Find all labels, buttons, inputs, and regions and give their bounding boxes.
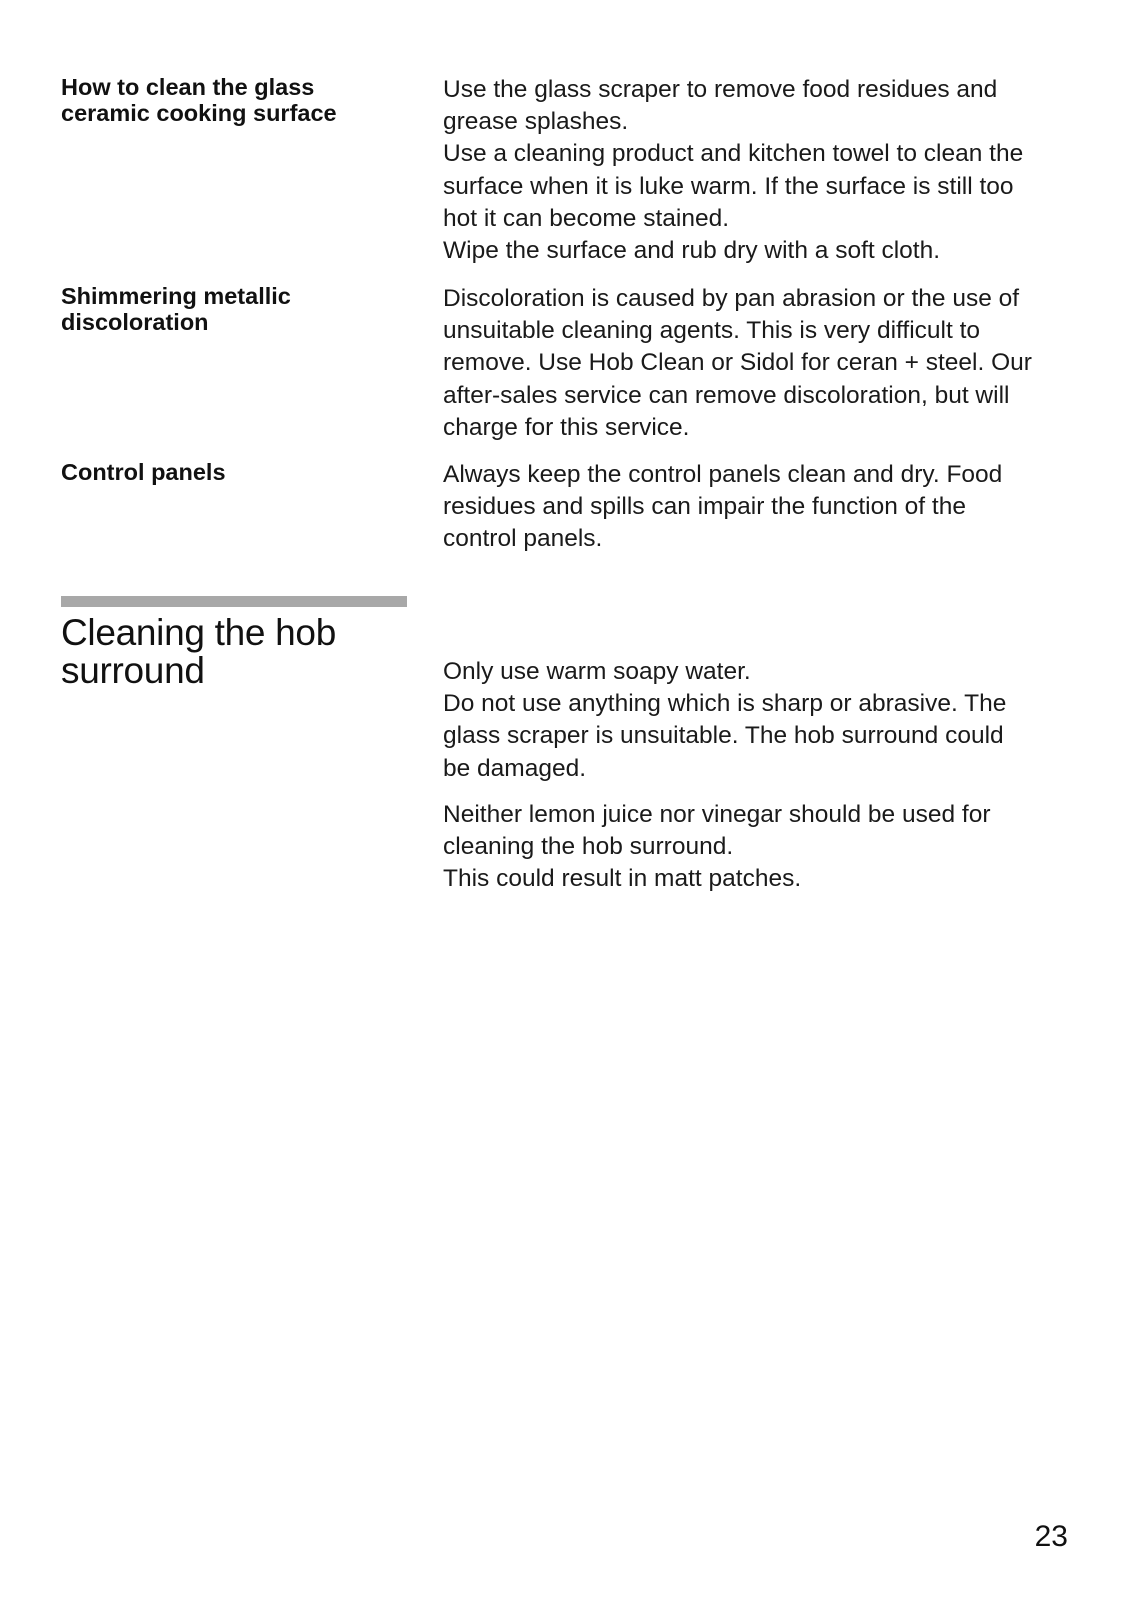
- entry-text: Use the glass scraper to remove food residues and grease splashes. Use a cleaning product and kitchen towel to clean the surface when it is luke warm. If the surface is still too hot it can become stained. Wipe the surface and rub dry with a soft cloth.: [443, 76, 1024, 265]
- entry-label: How to clean the glass ceramic cooking surface: [61, 74, 337, 126]
- entry-label: Shimmering metallic discoloration: [61, 283, 291, 335]
- section-text: Neither lemon juice nor vinegar should be used for cleaning the hob surround. This could result in matt patches.: [443, 801, 991, 893]
- section-title: Cleaning the hob surround: [61, 612, 336, 691]
- entry-text: Discoloration is caused by pan abrasion or the use of unsuitable cleaning agents. This is very difficult to remove. Use Hob Clean or Sidol for ceran + steel. Our after-sales service can remove discoloration, but will charge for this service.: [443, 285, 1032, 441]
- page-number: 23: [1034, 1520, 1068, 1553]
- section-text: Only use warm soapy water. Do not use anything which is sharp or abrasive. The glass scraper is unsuitable. The hob surround could be damaged.: [443, 658, 1007, 782]
- entry-label: Control panels: [61, 459, 226, 485]
- section-divider-bar: [61, 596, 407, 607]
- entry-text: Always keep the control panels clean and dry. Food residues and spills can impair the function of the control panels.: [443, 461, 1003, 553]
